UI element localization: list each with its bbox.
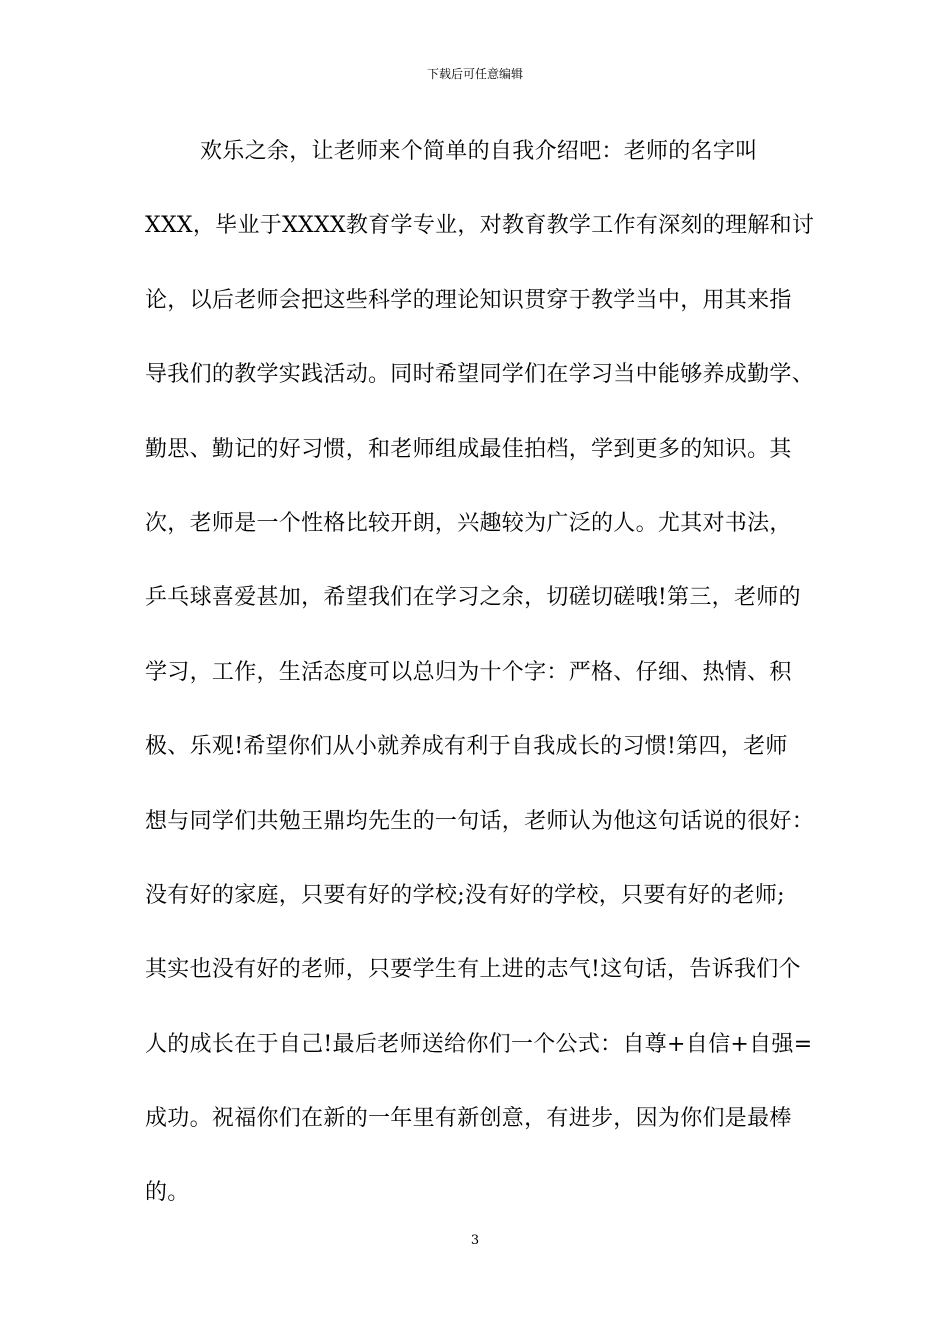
text-line: 想与同学们共勉王鼎均先生的一句话，老师认为他这句话说的很好：	[145, 808, 815, 834]
text-line: 导我们的教学实践活动。同时希望同学们在学习当中能够养成勤学、	[145, 362, 815, 388]
text-line: 的。	[145, 1180, 190, 1206]
text-line: 论，以后老师会把这些科学的理论知识贯穿于教学当中，用其来指	[145, 287, 792, 313]
text-line: 次，老师是一个性格比较开朗，兴趣较为广泛的人。尤其对书法，	[145, 510, 792, 536]
text-line: 人的成长在于自己!最后老师送给你们一个公式：自尊+自信+自强=	[145, 1031, 813, 1057]
text-line: 欢乐之余，让老师来个简单的自我介绍吧：老师的名字叫	[200, 139, 758, 164]
text-line: 没有好的家庭，只要有好的学校;没有好的学校，只要有好的老师;	[145, 882, 785, 908]
text-line: 其实也没有好的老师，只要学生有上进的志气!这句话，告诉我们个	[145, 957, 801, 983]
text-line: 勤思、勤记的好习惯，和老师组成最佳拍档，学到更多的知识。其	[145, 436, 792, 462]
page-header: 下载后可任意编辑	[426, 67, 523, 81]
text-line: 乒乓球喜爱甚加，希望我们在学习之余，切磋切磋哦!第三，老师的	[145, 585, 801, 611]
text-line: 极、乐观!希望你们从小就养成有利于自我成长的习惯!第四，老师	[145, 734, 788, 760]
body-paragraph	[145, 130, 815, 1246]
page-number: 3	[470, 1233, 480, 1248]
text-line: 成功。祝福你们在新的一年里有新创意，有进步，因为你们是最棒	[145, 1106, 792, 1132]
text-line: 学习，工作，生活态度可以总归为十个字：严格、仔细、热情、积	[145, 659, 792, 685]
text-line: XXX，毕业于XXXX教育学专业，对教育教学工作有深刻的理解和讨	[145, 213, 815, 239]
